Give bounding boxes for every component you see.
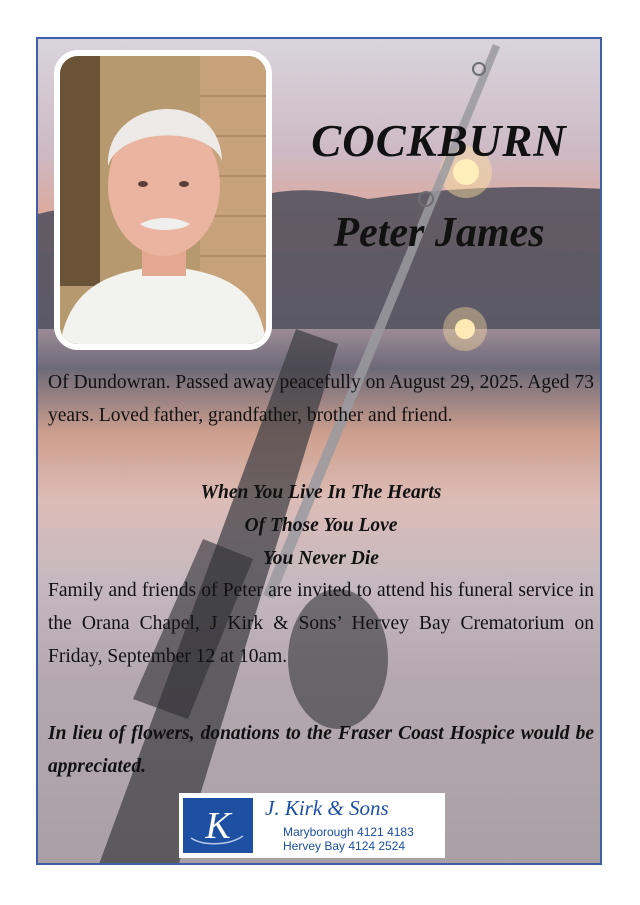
memorial-verse — [48, 476, 594, 575]
service-paragraph: Family and friends of Peter are invited to attend his funeral service in the Orana Chapel, J Kirk & Sons’ Hervey Bay Crematorium on Friday, September 12 at 10am. — [48, 580, 594, 667]
portrait-photo — [54, 50, 272, 350]
verse-line: Of Those You Love — [244, 515, 398, 536]
portrait-illustration — [60, 56, 266, 344]
monogram-letter: K — [205, 805, 231, 847]
verse-line: You Never Die — [263, 548, 379, 569]
funeral-home-logo — [179, 793, 445, 858]
deceased-given-names: Peter James — [333, 210, 545, 256]
donations-paragraph: In lieu of flowers, donations to the Fraser Coast Hospice would be appreciated. — [48, 723, 594, 777]
phone-hervey-bay: Hervey Bay 4124 2524 — [283, 839, 406, 853]
monogram-icon — [183, 798, 253, 853]
notice-frame — [36, 37, 602, 865]
verse-line: When You Live In The Hearts — [200, 482, 442, 503]
deceased-surname: COCKBURN — [311, 116, 567, 166]
phone-maryborough: Maryborough 4121 4183 — [283, 825, 414, 839]
funeral-home-name: J. Kirk & Sons — [265, 796, 389, 820]
intro-paragraph: Of Dundowran. Passed away peacefully on August 29, 2025. Aged 73 years. Loved father, grandfather, brother and friend. — [48, 372, 594, 426]
